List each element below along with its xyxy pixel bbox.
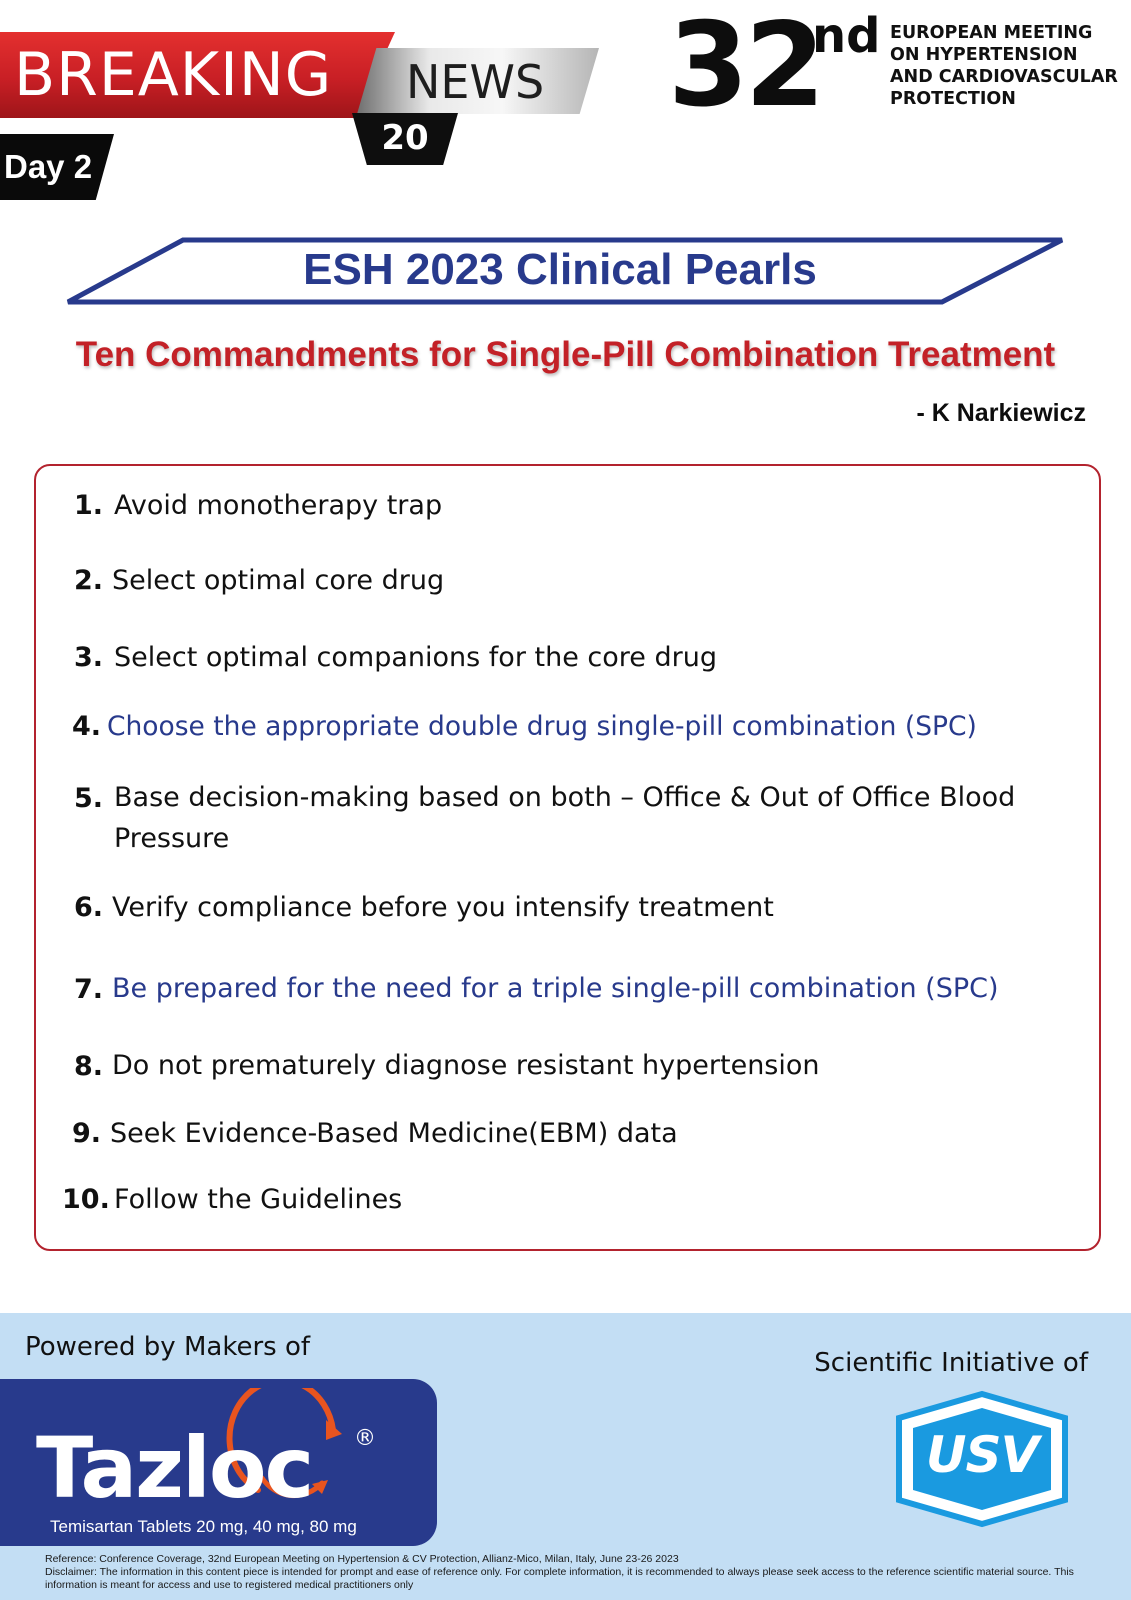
footer-fine-print [45, 1553, 1095, 1592]
registered-mark: ® [354, 1426, 376, 1451]
meeting-line: AND CARDIOVASCULAR [890, 67, 1118, 87]
meeting-line: PROTECTION [890, 89, 1016, 109]
day-label: Day 2 [4, 148, 93, 185]
page-subtitle: Ten Commandments for Single-Pill Combination Treatment [75, 335, 1056, 374]
list-item-number: 6. [74, 892, 104, 923]
list-item: Select optimal companions for the core drug [114, 642, 717, 673]
page-title: ESH 2023 Clinical Pearls [303, 245, 817, 294]
list-item-number: 9. [72, 1118, 102, 1149]
news-label: NEWS [406, 55, 545, 109]
disclaimer-text: Disclaimer: The information in this content piece is intended for prompt and ease of reference only. For complete information, it is recommended to always please seek access to the reference scientific material source. This information is meant for access and use to registered medical practitioners only [45, 1566, 1074, 1591]
list-item: Verify compliance before you intensify treatment [112, 892, 774, 923]
usv-logo-text: USV [925, 1426, 1039, 1484]
list-item-number: 7. [74, 974, 104, 1005]
list-item-number: 4. [72, 711, 102, 742]
breaking-label: BREAKING [14, 40, 333, 110]
list-item: Do not prematurely diagnose resistant hypertension [112, 1050, 820, 1081]
list-item-continuation: Pressure [114, 823, 230, 854]
brand-name: Tazloc [36, 1419, 313, 1517]
list-item-number: 1. [74, 490, 104, 521]
meeting-name [890, 22, 1126, 110]
list-item: Seek Evidence-Based Medicine(EBM) data [110, 1118, 678, 1149]
list-item: Base decision-making based on both – Office & Out of Office Blood [114, 782, 1016, 813]
reference-text: Reference: Conference Coverage, 32nd European Meeting on Hypertension & CV Protection, Allianz-Mico, Milan, Italy, June 23-26 2023 [45, 1553, 679, 1565]
list-item: Follow the Guidelines [114, 1184, 403, 1215]
list-item: Select optimal core drug [112, 565, 445, 596]
meeting-line: ON HYPERTENSION [890, 45, 1078, 65]
author-name: - K Narkiewicz [916, 399, 1086, 427]
list-item-number: 3. [74, 642, 104, 673]
powered-by-label: Powered by Makers of [25, 1332, 311, 1362]
edition-suffix: nd [812, 8, 881, 64]
list-item-number: 5. [74, 783, 104, 814]
initiative-label: Scientific Initiative of [814, 1348, 1088, 1378]
list-item-highlight: Be prepared for the need for a triple single-pill combination (SPC) [112, 973, 999, 1004]
list-item-highlight: Choose the appropriate double drug single-pill combination (SPC) [107, 711, 977, 742]
issue-number: 20 [381, 118, 429, 158]
list-item: Avoid monotherapy trap [114, 490, 443, 521]
meeting-line: EUROPEAN MEETING [890, 23, 1093, 43]
list-item-number: 8. [74, 1051, 104, 1082]
brand-tagline: Temisartan Tablets 20 mg, 40 mg, 80 mg [50, 1517, 357, 1536]
edition-number: 32 [668, 0, 822, 133]
list-item-number: 2. [74, 565, 104, 596]
list-item-number: 10. [62, 1184, 110, 1215]
